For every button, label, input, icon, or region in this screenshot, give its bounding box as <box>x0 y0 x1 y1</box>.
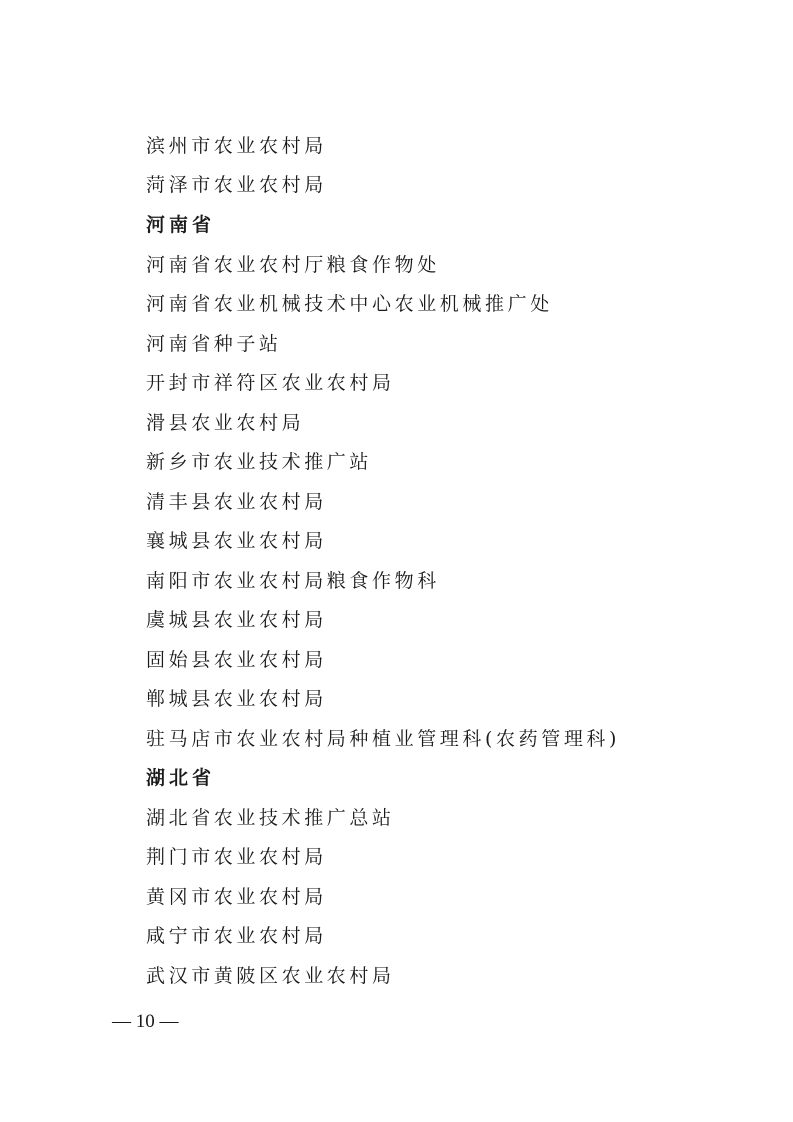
org-line-henan-machinery: 河南省农业机械技术中心农业机械推广处 <box>146 293 553 315</box>
org-line-dancheng: 郸城县农业农村局 <box>146 688 327 710</box>
org-line-henan-grain: 河南省农业农村厅粮食作物处 <box>146 254 440 276</box>
org-line-nanyang: 南阳市农业农村局粮食作物科 <box>146 570 440 592</box>
org-line-wuhan-huangpi: 武汉市黄陂区农业农村局 <box>146 965 395 987</box>
org-line-henan-seed: 河南省种子站 <box>146 333 282 355</box>
org-line-heze: 菏泽市农业农村局 <box>146 174 327 196</box>
org-line-huanggang: 黄冈市农业农村局 <box>146 886 327 908</box>
page-number: — 10 — <box>112 1011 179 1032</box>
org-line-kaifeng: 开封市祥符区农业农村局 <box>146 372 395 394</box>
org-line-hubei-extension: 湖北省农业技术推广总站 <box>146 807 395 829</box>
org-line-zhumadian: 驻马店市农业农村局种植业管理科(农药管理科) <box>146 728 621 750</box>
org-line-gushi: 固始县农业农村局 <box>146 649 327 671</box>
province-heading-henan: 河南省 <box>146 214 216 236</box>
org-line-qingfeng: 清丰县农业农村局 <box>146 491 327 513</box>
org-line-yucheng: 虞城县农业农村局 <box>146 609 327 631</box>
org-line-jingmen: 荆门市农业农村局 <box>146 846 327 868</box>
org-line-xiangcheng: 襄城县农业农村局 <box>146 530 327 552</box>
org-line-xianning: 咸宁市农业农村局 <box>146 925 327 947</box>
org-line-binzhou: 滨州市农业农村局 <box>146 135 327 157</box>
province-heading-hubei: 湖北省 <box>146 767 216 789</box>
org-line-xinxiang: 新乡市农业技术推广站 <box>146 451 373 473</box>
org-line-huaxian: 滑县农业农村局 <box>146 412 305 434</box>
